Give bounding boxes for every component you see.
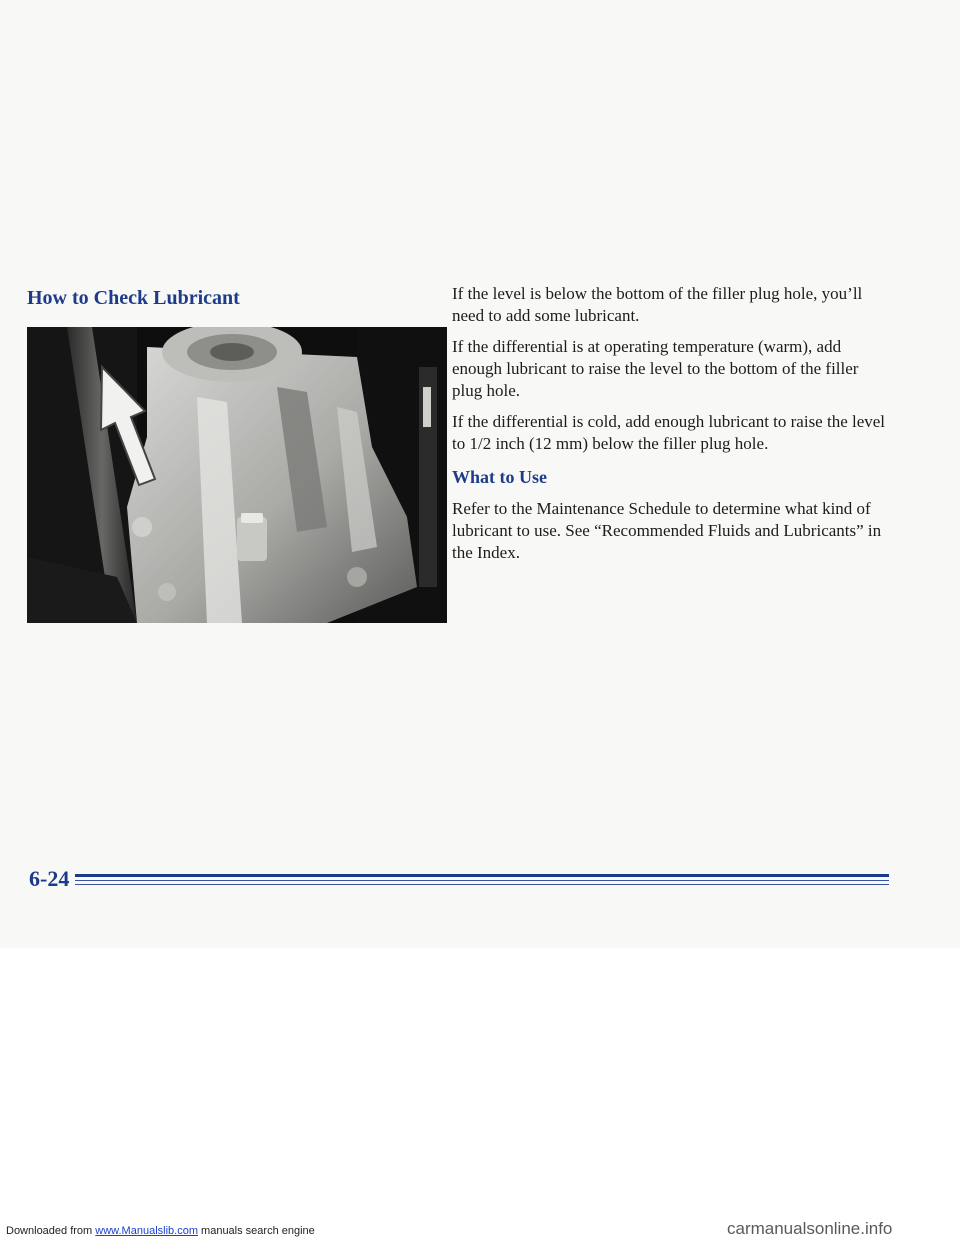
subheading-what-to-use: What to Use bbox=[452, 467, 547, 487]
page-number: 6-24 bbox=[29, 866, 70, 891]
paragraph-refer: Refer to the Maintenance Schedule to determine what kind of lubricant to use. See “Recommended Fluids and Lubricants” in the Index. bbox=[452, 499, 882, 562]
differential-photo bbox=[27, 327, 447, 623]
footer-suffix: manuals search engine bbox=[197, 1225, 315, 1237]
download-footer bbox=[6, 1225, 315, 1237]
right-column bbox=[452, 283, 892, 573]
footer-rule-thin bbox=[75, 884, 889, 885]
paragraph-cold: If the differential is cold, add enough lubricant to raise the level to 1/2 inch (12 mm) below the filler plug hole. bbox=[452, 412, 886, 453]
paragraph-level-below: If the level is below the bottom of the filler plug hole, you’ll need to add some lubricant. bbox=[452, 284, 863, 325]
footer-rule bbox=[75, 874, 889, 877]
manualslib-link[interactable]: www.Manualslib.com bbox=[95, 1225, 198, 1237]
differential-filler-plug-photo-icon bbox=[27, 327, 447, 623]
section-heading: How to Check Lubricant bbox=[27, 287, 240, 309]
footer-rule-thin bbox=[75, 880, 889, 881]
footer-prefix: Downloaded from bbox=[6, 1225, 96, 1237]
paragraph-warm: If the differential is at operating temperature (warm), add enough lubricant to raise the level to the bottom of the filler plug hole. bbox=[452, 337, 859, 400]
watermark: carmanualsonline.info bbox=[727, 1219, 893, 1238]
